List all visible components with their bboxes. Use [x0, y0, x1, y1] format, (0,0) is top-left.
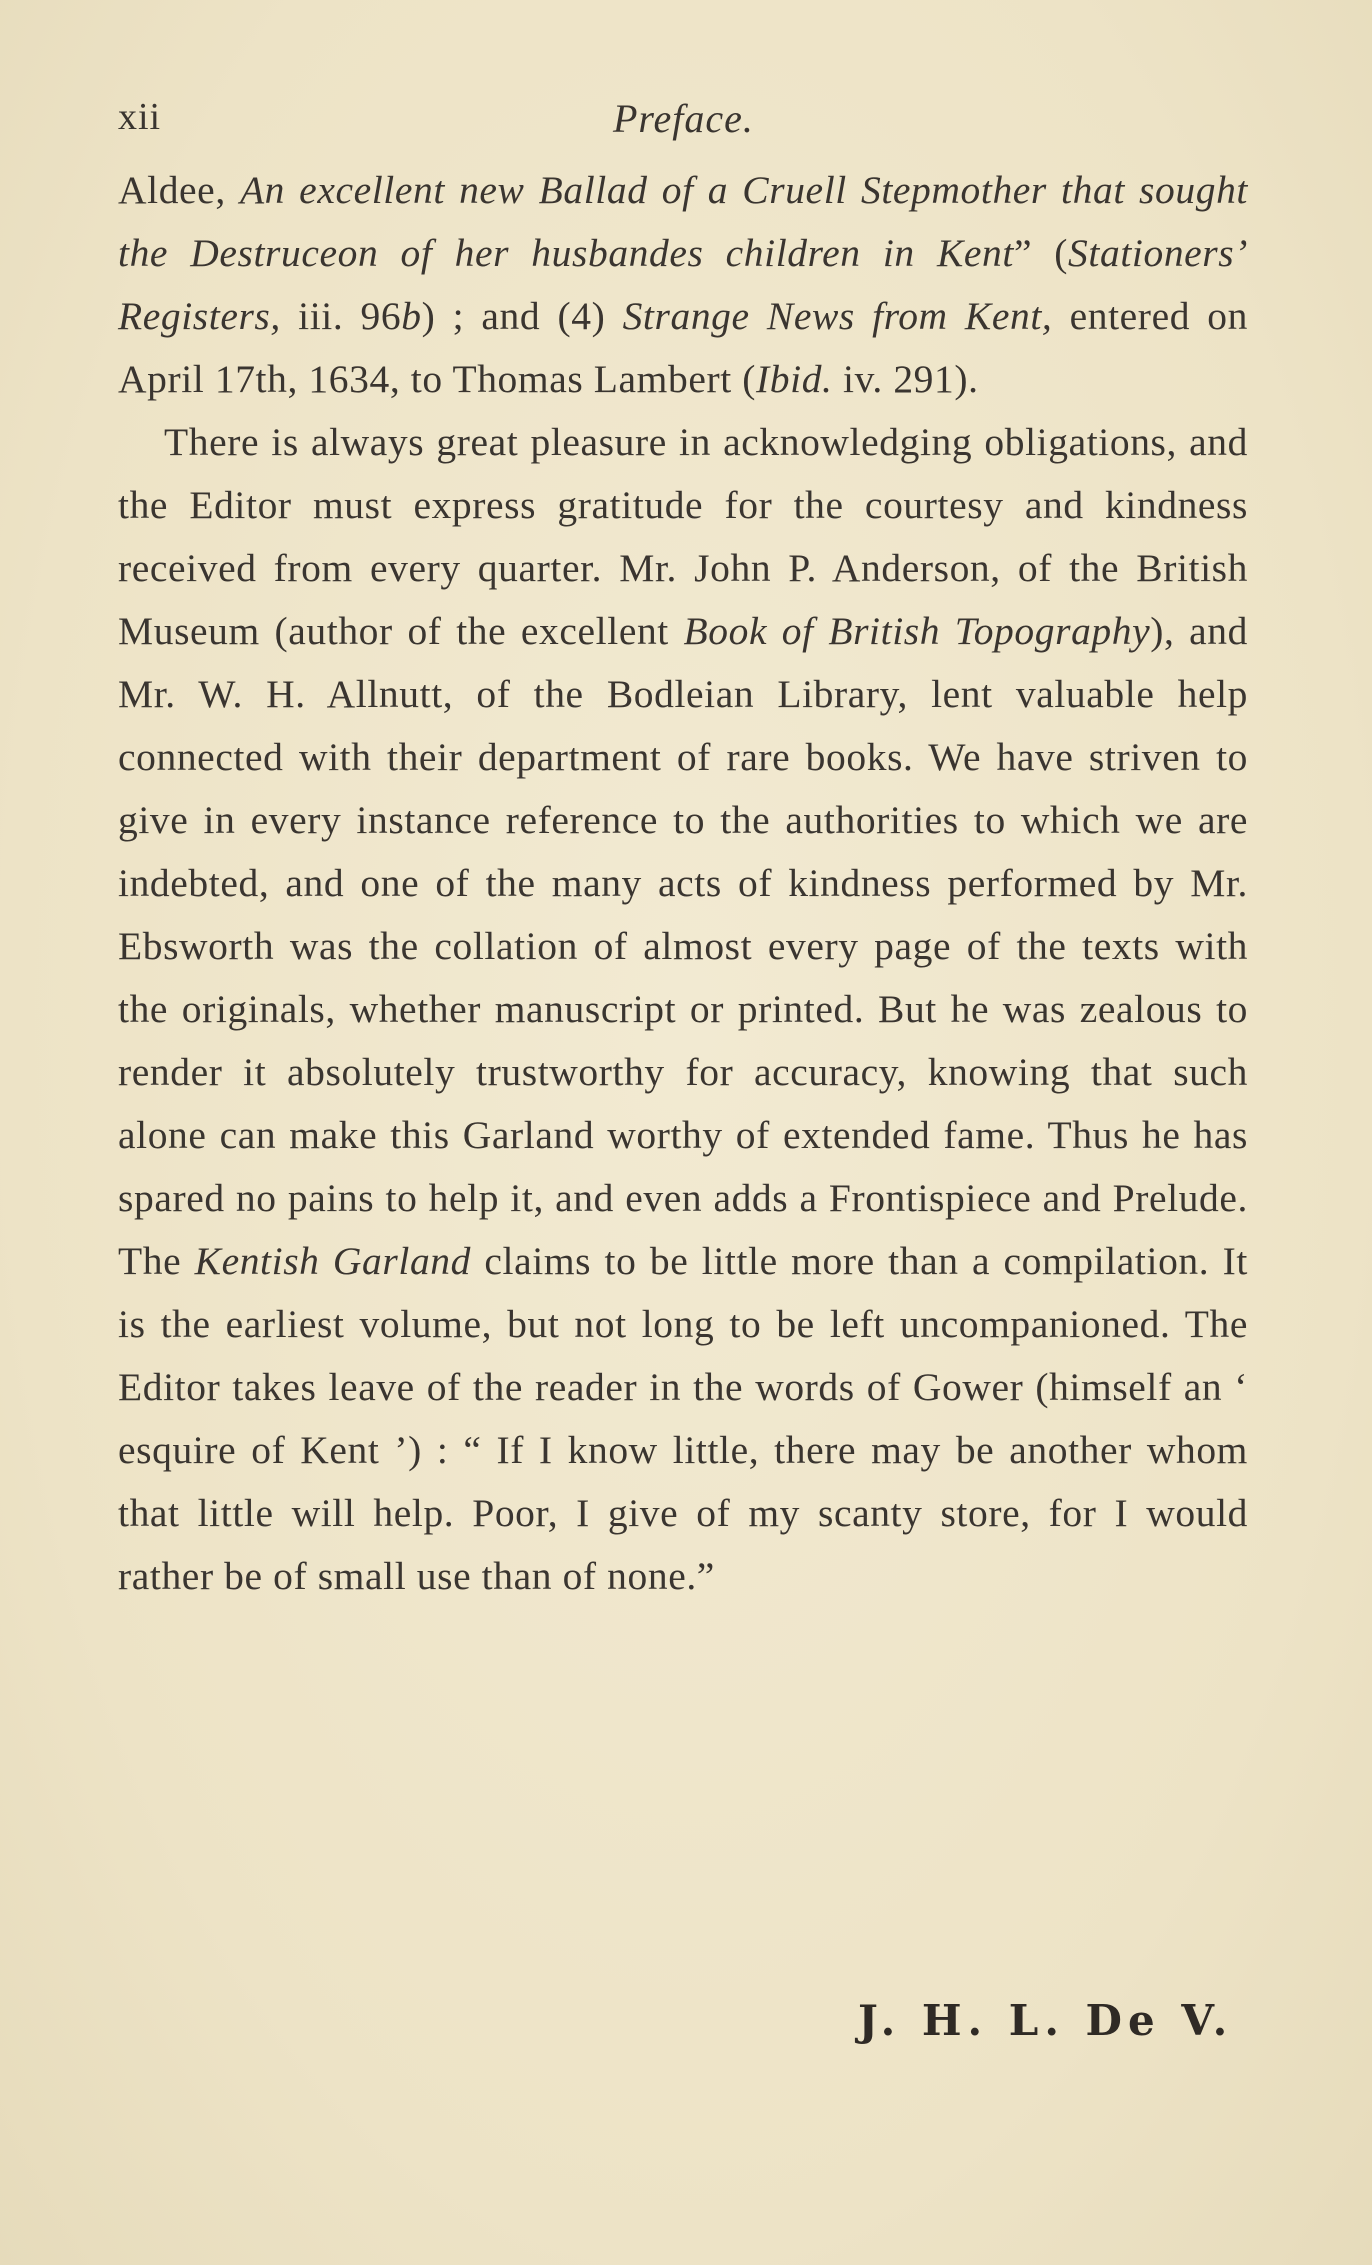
paragraph-acknowledgements: [118, 411, 1248, 1608]
text-run: There is always great pleasure in acknowledging obligations, and the Editor must express gratitude for the courtesy and kindness received from every quarter. Mr. John P. Anderson, of the British Museum (author of the excellent: [118, 420, 1248, 653]
editor-signature: J. H. L. De V.: [858, 1996, 1234, 2045]
text-run: ), and Mr. W. H. Allnutt, of the Bodleian Library, lent valuable help connected with their department of rare books. We have striven to give in every instance reference to the authorities to which we are indebted, and one of the many acts of kindness performed by Mr. Ebsworth was the collation of almost every page of the texts with the originals, whether manuscript or printed. But he was zealous to render it absolutely trustworthy for accuracy, knowing that such alone can make this Garland worthy of extended fame. Thus he has spared no pains to help it, and even adds a Frontispiece and Prelude. The: [118, 609, 1248, 1283]
text-run: iii. 96: [280, 294, 402, 338]
book-title-kentish-garland: Kentish Garland: [194, 1239, 472, 1283]
page-number: xii: [118, 96, 162, 138]
book-title-british-topography: Book of British Topography: [683, 609, 1151, 653]
running-head: [118, 95, 1248, 159]
citation-folio-letter: b: [401, 294, 422, 338]
citation-ibid: Ibid.: [756, 357, 833, 401]
page-body: [118, 95, 1248, 1608]
text-run: claims to be little more than a compilation. It is the earliest volume, but not long to be left uncompanioned. The Editor takes leave of the reader in the words of Gower (himself an ‘ esquire of Kent ’) : “ If I know little, there may be another whom that little will help. Poor, I give of my scanty store, for I would rather be of small use than of none.”: [118, 1239, 1248, 1598]
ballad-title-strange-news: Strange News from Kent,: [622, 294, 1053, 338]
text-run: Aldee,: [118, 168, 240, 212]
text-run: ” (: [1013, 231, 1069, 275]
text-run: iv. 291).: [832, 357, 979, 401]
text-run: ) ; and (4): [421, 294, 623, 338]
citation-stationers-registers: Stationers’ Registers,: [118, 231, 1248, 338]
running-title: Preface.: [613, 96, 754, 141]
ballad-title: An excellent new Ballad of a Cruell Stepmother that sought the Destruceon of her husbandes children in Kent: [118, 168, 1248, 275]
paragraph-continued: [118, 159, 1248, 411]
text-run: entered on April 17th, 1634, to Thomas Lambert (: [118, 294, 1248, 401]
